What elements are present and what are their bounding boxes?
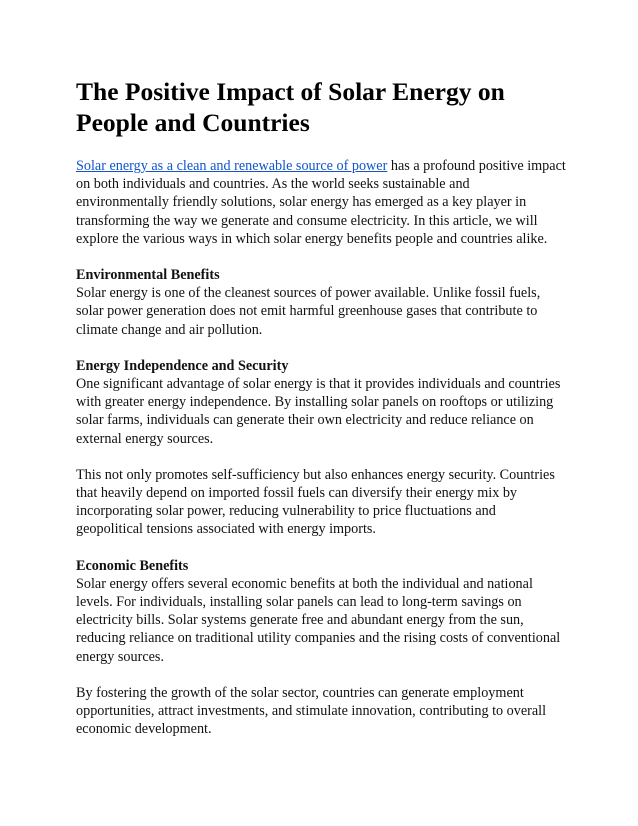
- section-paragraph: Solar energy is one of the cleanest sources of power available. Unlike fossil fuels, solar power generation does not emit harmful greenhouse gases that contribute to climate change and air pollution.: [76, 285, 541, 338]
- section-environmental: [76, 266, 566, 339]
- page-title: The Positive Impact of Solar Energy on People and Countries: [76, 77, 505, 137]
- intro-paragraph: [76, 157, 566, 248]
- section-economic: [76, 557, 566, 739]
- section-paragraph: This not only promotes self-sufficiency but also enhances energy security. Countries that heavily depend on imported fossil fuels can diversify their energy mix by incorporating solar power, reducing vulnerability to price fluctuations and geopolitical tensions associated with energy imports.: [76, 466, 555, 538]
- section-paragraph: One significant advantage of solar energy is that it provides individuals and countries with greater energy independence. By installing solar panels on rooftops or utilizing solar farms, individuals can generate their own electricity and reduce reliance on external energy sources.: [76, 376, 561, 447]
- section-energy-independence: [76, 357, 566, 539]
- section-heading: Energy Independence and Security: [76, 357, 289, 374]
- solar-energy-link[interactable]: Solar energy as a clean and renewable source of power: [76, 158, 388, 174]
- section-heading: Economic Benefits: [76, 557, 189, 574]
- section-heading: Environmental Benefits: [76, 267, 220, 284]
- section-paragraph: By fostering the growth of the solar sector, countries can generate employment opportunities, attract investments, and stimulate innovation, contributing to overall economic development.: [76, 684, 547, 738]
- document-page: [76, 76, 566, 738]
- section-paragraph: Solar energy offers several economic benefits at both the individual and national levels. For individuals, installing solar panels can lead to long-term savings on electricity bills. Solar systems generate free and abundant energy from the sun, reducing reliance on traditional utility companies and the rising costs of conventional energy sources.: [76, 575, 561, 665]
- intro-text: has a profound positive impact on both individuals and countries. As the world seeks sustainable and environmentally friendly solutions, solar energy has emerged as a key player in transforming the way we generate and consume electricity. In this article, we will explore the various ways in which solar energy benefits people and countries alike.: [76, 158, 566, 247]
